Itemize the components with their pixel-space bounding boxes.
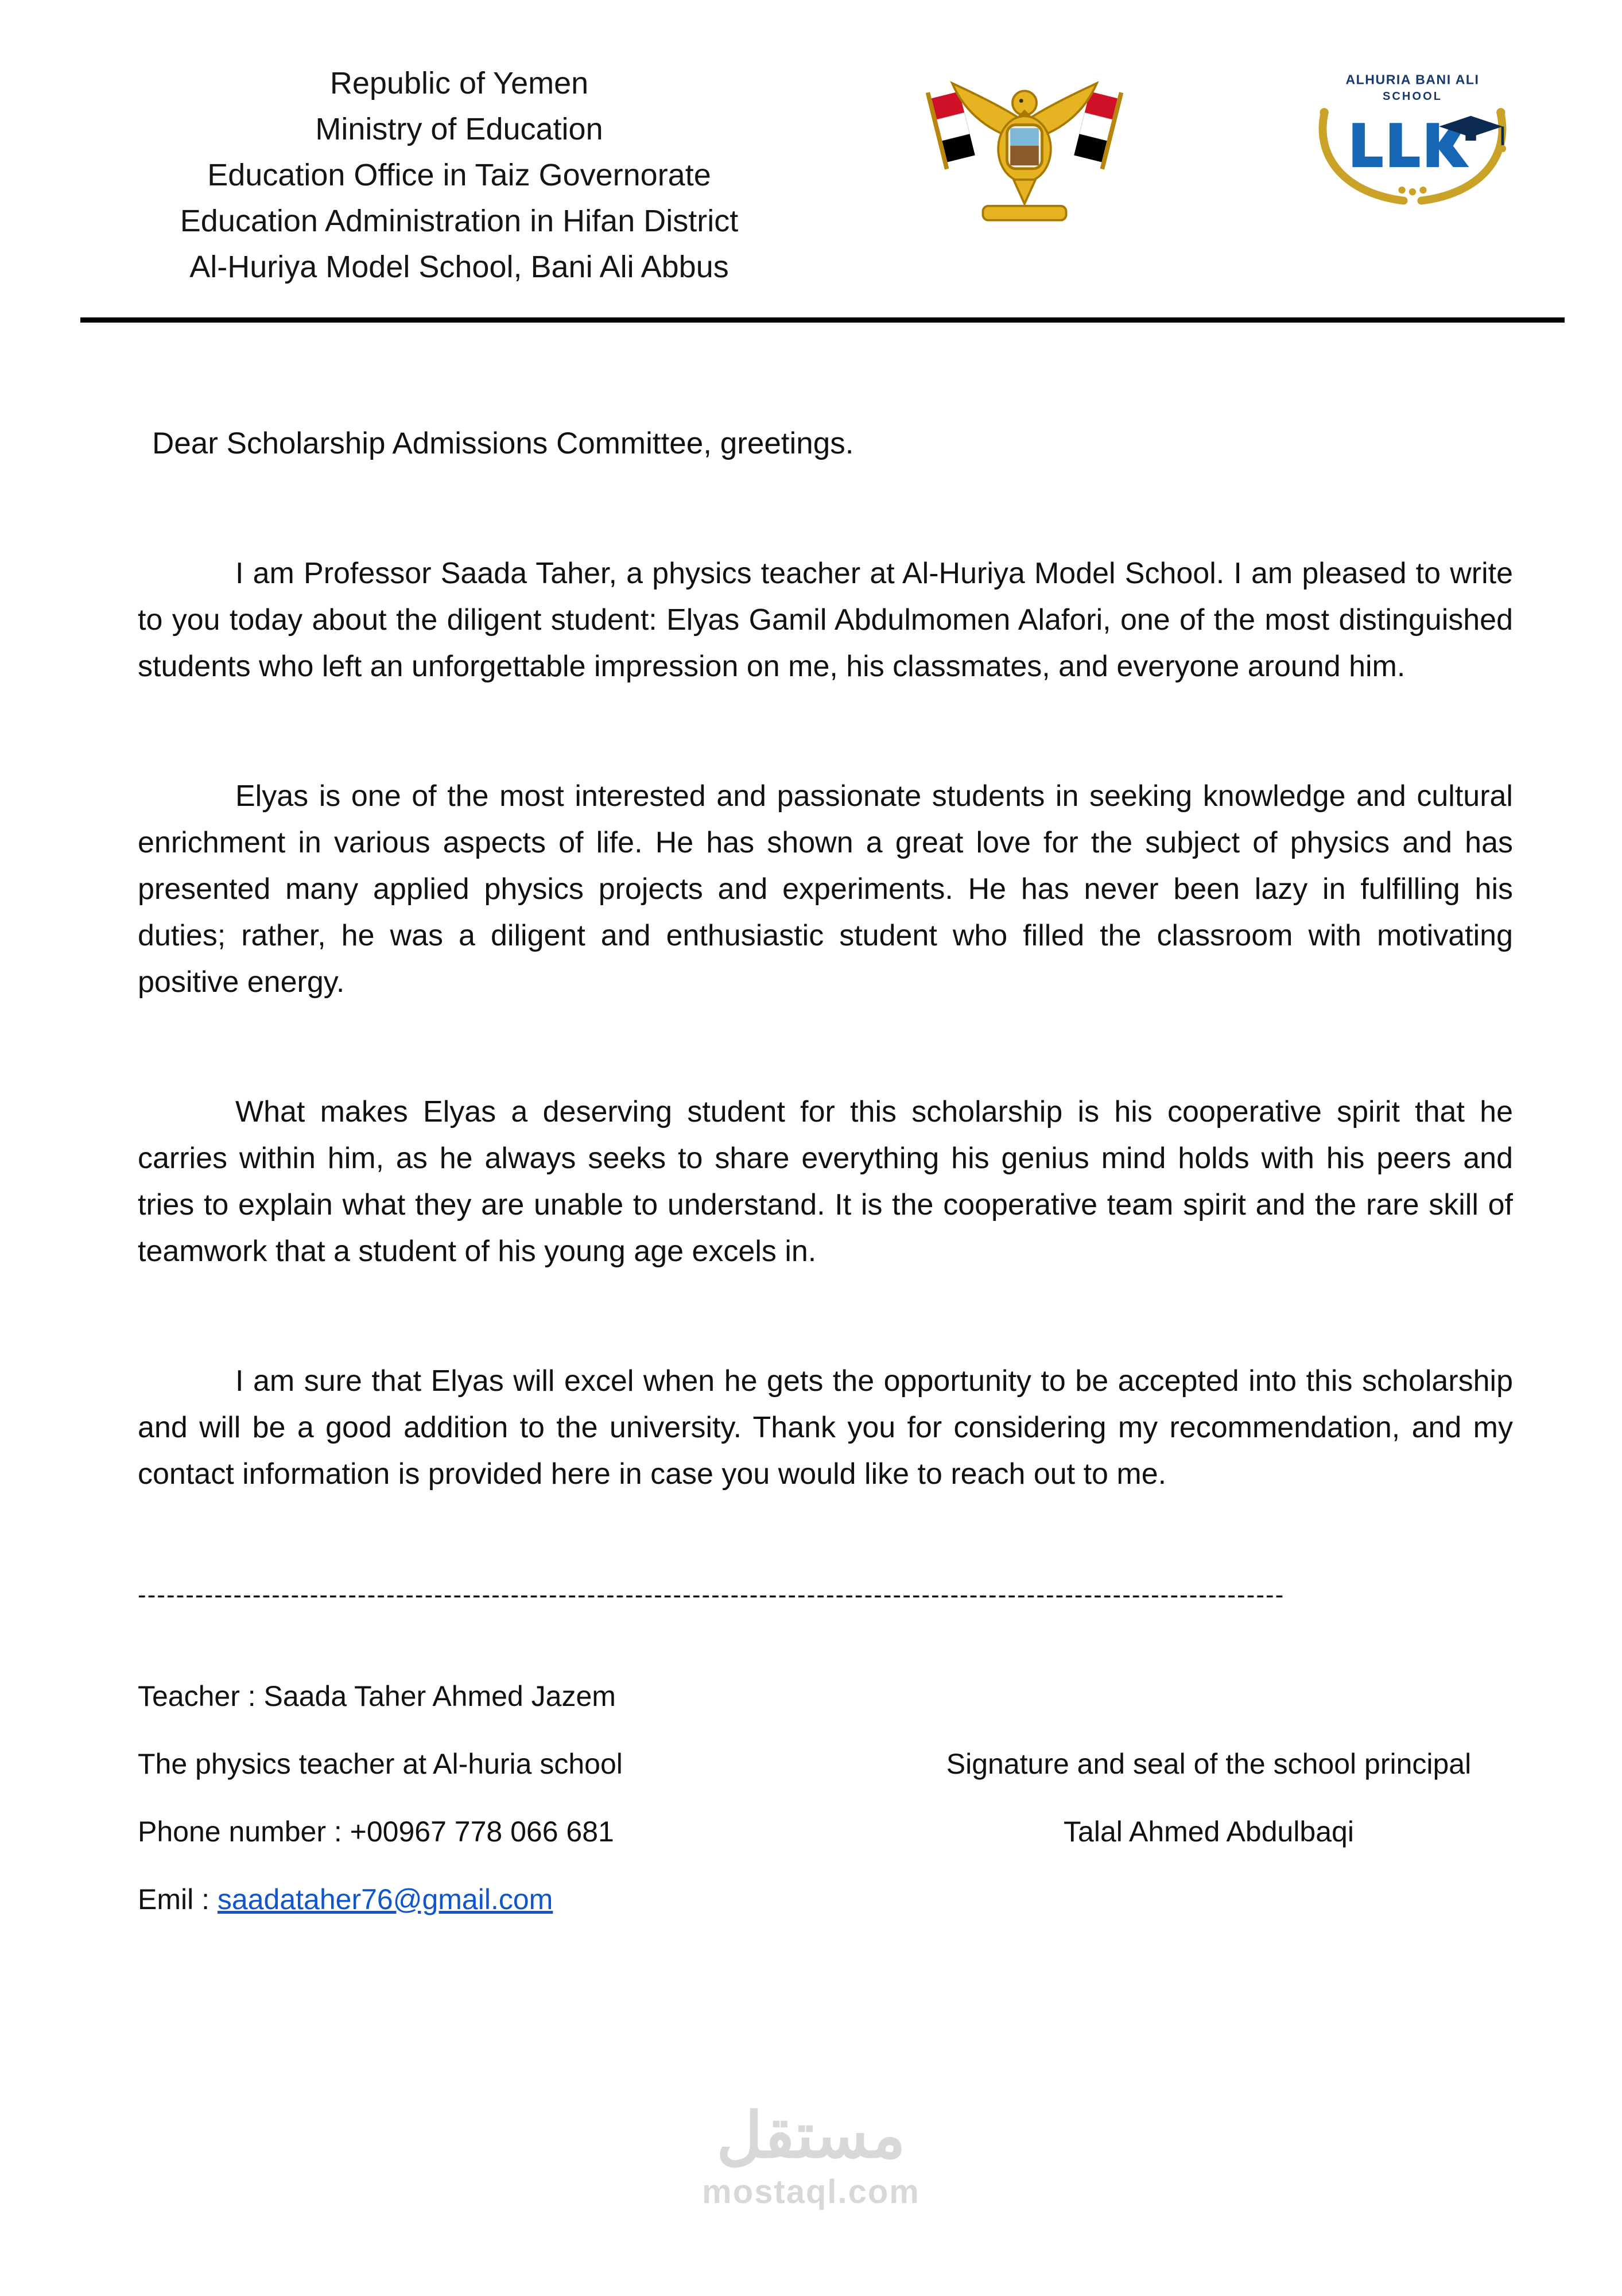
signature-block [138,1678,1513,1917]
paragraph-closing: I am sure that Elyas will excel when he gets the opportunity to be accepted into this scholarship and will be a good addition to the university. Thank you for considering my recommendation, and my contact information is provided here in case you would like to reach out to me. [138,1364,1513,1491]
principal-name: Talal Ahmed Abdulbaqi [1064,1815,1354,1848]
mostaql-watermark [0,2101,1622,2211]
watermark-domain-text: mostaql.com [702,2173,920,2210]
email-label: Emil : [138,1883,218,1915]
yemen-coat-of-arms-icon [898,60,1151,232]
letterhead [0,0,1622,290]
dashed-separator: ------------------------------------------------------------------------------------------------------------------------ [138,1580,1285,1609]
phone-number-line: Phone number : +00967 778 066 681 [138,1815,614,1848]
paragraph-student-qualities: Elyas is one of the most interested and passionate students in seeking knowledge and cultural enrichment in various aspects of life. He has shown a great love for the subject of physics and has presented many applied physics projects and experiments. He has never been lazy in fulfilling his duties; rather, he was a diligent and enthusiastic student who filled the classroom with motivating positive energy. [138,779,1513,999]
letterhead-line-administration: Education Administration in Hifan District [180,204,739,238]
letterhead-line-ministry: Ministry of Education [315,112,603,146]
letterhead-line-office: Education Office in Taiz Governorate [207,158,711,192]
letter-paragraphs [138,550,1513,1498]
school-logo-name: ALHURIA BANI ALI [1345,72,1480,87]
letter-body [0,423,1622,1917]
letterhead-text-block [141,60,778,290]
header-divider [80,317,1565,323]
email-link[interactable]: saadataher76@gmail.com [217,1883,553,1915]
paragraph-cooperative-spirit: What makes Elyas a deserving student for this scholarship is his cooperative spirit that he carries within him, as he always seeks to share everything his genius mind holds with his peers and tries to explain what they are unable to understand. It is the cooperative team spirit and the rare skill of teamwork that a student of his young age excels in. [138,1095,1513,1268]
school-logo-name-line2: SCHOOL [1382,90,1443,103]
paragraph-introduction: I am Professor Saada Taher, a physics teacher at Al-Huriya Model School. I am pleased to write to you today about the diligent student: Elyas Gamil Abdulmomen Alafori, one of the most distinguished students who left an unforgettable impression on me, his classmates, and everyone around him. [138,556,1513,683]
salutation: Dear Scholarship Admissions Committee, greetings. [152,426,854,460]
principal-signature-label: Signature and seal of the school principal [946,1747,1472,1780]
teacher-name-line: Teacher : Saada Taher Ahmed Jazem [138,1680,616,1712]
teacher-role-line: The physics teacher at Al-huria school [138,1747,623,1780]
watermark-arabic-text: مستقل [716,2100,906,2171]
letterhead-line-school: Al-Huriya Model School, Bani Ali Abbus [189,250,729,284]
school-logo [1289,60,1536,232]
email-line [138,1882,553,1917]
letterhead-line-country: Republic of Yemen [329,66,589,100]
